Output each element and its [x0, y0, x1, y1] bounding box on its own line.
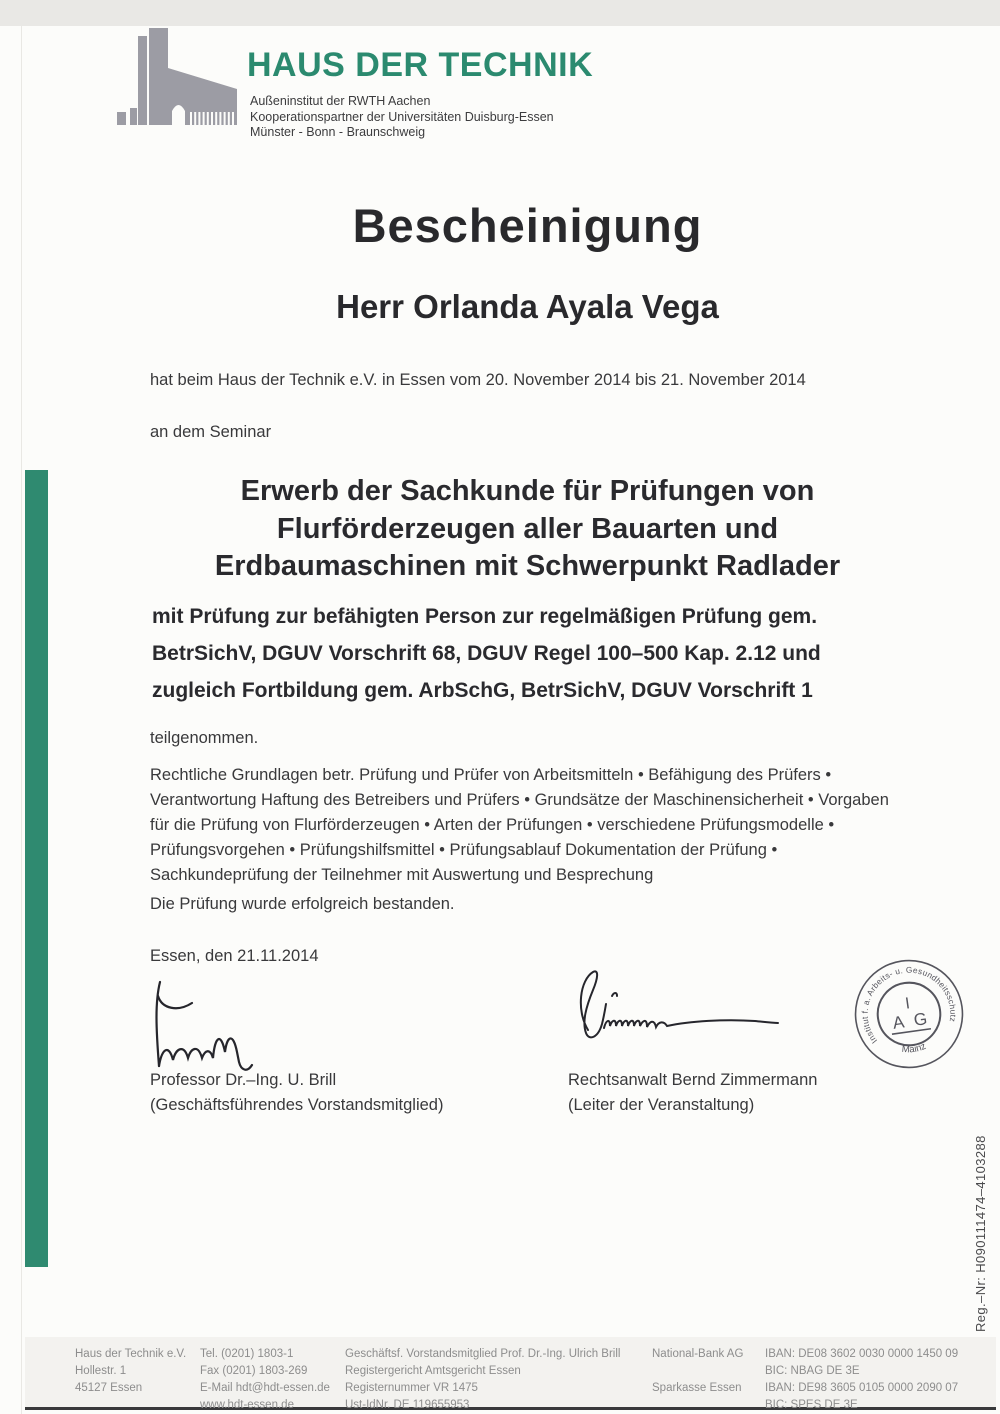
org-title: HAUS DER TECHNIK	[247, 46, 594, 84]
footer-banks-block	[652, 1346, 743, 1414]
stamp-monogram-g: G	[912, 1008, 929, 1030]
footer-bank-name	[652, 1363, 743, 1380]
seminar-subtitle	[152, 598, 922, 709]
footer-bic-line: BIC: SPES DE 3E	[765, 1399, 858, 1411]
footer-registry-block	[345, 1346, 620, 1414]
signer-left	[150, 1068, 443, 1118]
green-accent-bar	[25, 470, 48, 1267]
footer-bank-details-block	[765, 1346, 958, 1414]
footer-registry-line: Registergericht Amtsgericht Essen	[345, 1365, 521, 1377]
footer-bank-name: National-Bank AG	[652, 1348, 744, 1360]
signer-right-role: (Leiter der Veranstaltung)	[568, 1096, 755, 1114]
scan-top-band	[0, 0, 1000, 26]
intro-line: hat beim Haus der Technik e.V. in Essen vom 20. November 2014 bis 21. November 2014	[150, 371, 806, 389]
stamp-city-text: Mainz	[901, 1040, 928, 1056]
stamp-ring-text: Institut f. a. Arbeits- u. Gesundheitsschutz	[860, 965, 958, 1046]
footer-iban-line: IBAN: DE08 3602 0030 0000 1450 09	[765, 1348, 959, 1360]
seminar-title-line: Flurförderzeugen aller Bauarten und	[276, 512, 779, 545]
footer-iban-line: IBAN: DE98 3605 0105 0000 2090 07	[765, 1382, 959, 1394]
result-line: Die Prüfung wurde erfolgreich bestanden.	[150, 895, 455, 913]
footer-address-line: Hollestr. 1	[75, 1365, 127, 1377]
footer-contact-line: E-Mail hdt@hdt-essen.de	[200, 1382, 330, 1394]
stamp-monogram-a: A	[891, 1011, 906, 1033]
scan-edge-line	[21, 26, 22, 1414]
footer-registry-line: Registernummer VR 1475	[345, 1382, 478, 1394]
signature-brill-image	[142, 976, 277, 1071]
footer-address-line: Haus der Technik e.V.	[75, 1348, 187, 1360]
iag-stamp-seal	[843, 948, 974, 1079]
recipient-name: Herr Orlanda Ayala Vega	[336, 288, 719, 325]
footer-bank-name: Sparkasse Essen	[652, 1382, 742, 1394]
certificate-title: Bescheinigung	[352, 199, 703, 252]
seminar-title	[150, 473, 905, 586]
seminar-subtitle-line: mit Prüfung zur befähigten Person zur regelmäßigen Prüfung gem.	[152, 605, 818, 628]
seminar-subtitle-line: zugleich Fortbildung gem. ArbSchG, BetrSichV, DGUV Vorschrift 1	[152, 679, 813, 702]
registration-number: Reg.–Nr: H090111474–4103288	[973, 1135, 988, 1332]
signer-left-role: (Geschäftsführendes Vorstandsmitglied)	[150, 1096, 444, 1114]
hdt-building-logo-icon	[112, 26, 238, 126]
org-subtitle-line: Kooperationspartner der Universitäten Duisburg-Essen	[250, 109, 554, 124]
seminar-title-line: Erwerb der Sachkunde für Prüfungen von	[240, 475, 815, 507]
footer-contact-line: Fax (0201) 1803-269	[200, 1365, 308, 1377]
org-subtitle-line: Münster - Bonn - Braunschweig	[250, 125, 426, 139]
seminar-label: an dem Seminar	[150, 423, 272, 441]
svg-text:Mainz	[900, 1040, 928, 1057]
footer-registry-line: Geschäftsf. Vorstandsmitglied Prof. Dr.-Ing. Ulrich Brill	[345, 1348, 621, 1360]
seminar-title-line: Erdbaumaschinen mit Schwerpunkt Radlader	[214, 550, 841, 582]
seminar-subtitle-line: BetrSichV, DGUV Vorschrift 68, DGUV Regel 100–500 Kap. 2.12 und	[152, 642, 821, 665]
signer-left-name: Professor Dr.–Ing. U. Brill	[150, 1071, 337, 1089]
stamp-monogram-i: I	[904, 994, 912, 1013]
footer-website: www.hdt-essen.de	[200, 1399, 294, 1411]
footer-bank-name	[652, 1397, 743, 1414]
footer-contact-line: Tel. (0201) 1803-1	[200, 1348, 294, 1360]
topics-paragraph: Rechtliche Grundlagen betr. Prüfung und Prüfer von Arbeitsmitteln • Befähigung des Prüfers • Verantwortung Haftung des Betreibers und Prüfers • Grundsätze der Maschinensicherheit • Vorgaben für die Prüfung von Flurförderzeugen • Arten der Prüfungen • verschiedene Prüfungsmodelle • Prüfungsvorgehen • Prüfungshilfsmittel • Prüfungsablauf Dokumentation der Prüfung • Sachkundeprüfung der Teilnehmer mit Auswertung und Besprechung	[150, 766, 889, 884]
org-subtitle	[250, 94, 554, 141]
signature-zimmermann-image	[560, 966, 810, 1056]
footer	[25, 1337, 996, 1410]
footer-bic-line: BIC: NBAG DE 3E	[765, 1365, 860, 1377]
place-date-line: Essen, den 21.11.2014	[150, 947, 319, 965]
footer-address-line: 45127 Essen	[75, 1382, 143, 1394]
signer-right	[568, 1068, 817, 1118]
participation-line: teilgenommen.	[150, 729, 259, 747]
footer-address-block	[75, 1346, 186, 1397]
footer-registry-line: Ust-IdNr. DE 119655953	[345, 1399, 470, 1411]
org-subtitle-line: Außeninstitut der RWTH Aachen	[250, 94, 431, 108]
signer-right-name: Rechtsanwalt Bernd Zimmermann	[568, 1071, 818, 1089]
footer-contact-block	[200, 1346, 330, 1414]
